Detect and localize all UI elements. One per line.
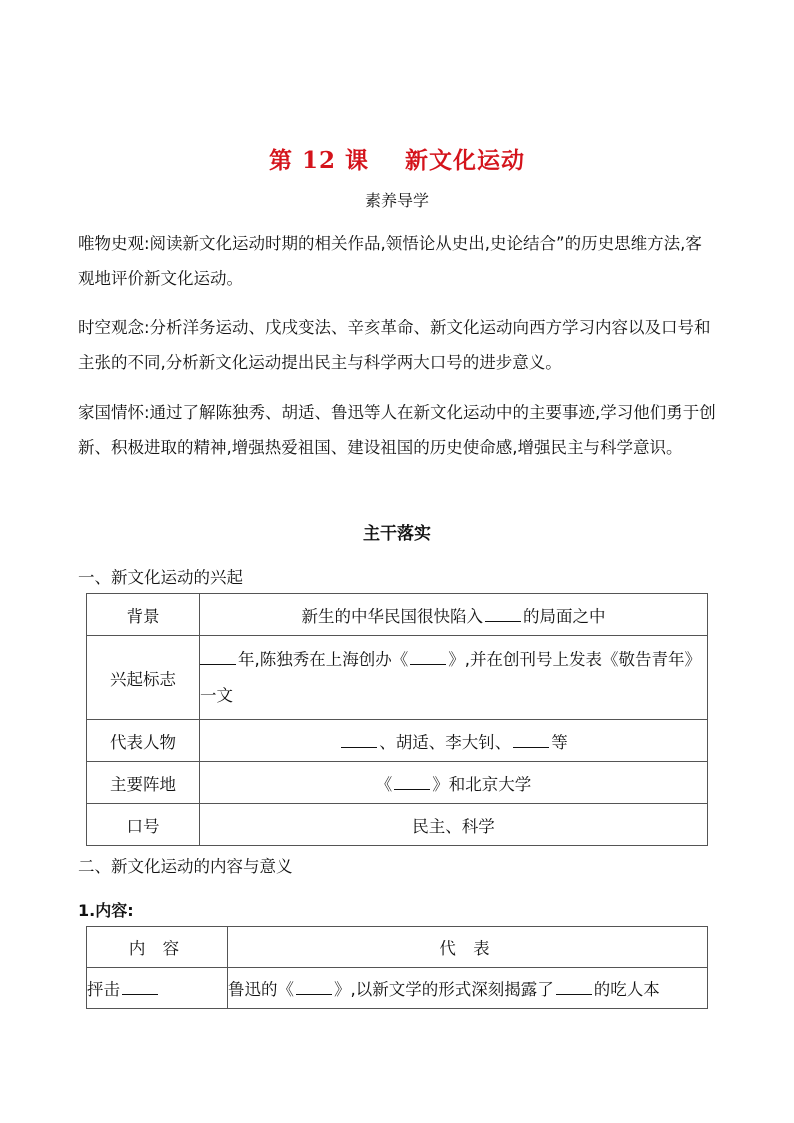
header-content: 内 容 xyxy=(87,927,228,968)
table-row xyxy=(87,968,708,1009)
row-text: 鲁迅的《 xyxy=(228,980,294,999)
content-subheading: 1.内容: xyxy=(78,901,134,920)
content-table xyxy=(86,926,708,1009)
lesson-suffix: 课 xyxy=(345,148,369,174)
table-row xyxy=(87,594,708,636)
table-row xyxy=(87,762,708,804)
row-text: 》,并在创刊号上发表《敬告青年》一文 xyxy=(200,649,701,705)
row-label: 主要阵地 xyxy=(87,762,200,804)
row-content xyxy=(200,594,708,636)
row-text: 的吃人本 xyxy=(593,980,660,999)
fill-blank[interactable] xyxy=(341,731,377,748)
table-header-row xyxy=(87,927,708,968)
row-label: 兴起标志 xyxy=(87,636,200,720)
fill-blank[interactable] xyxy=(513,731,549,748)
paragraph-patriotism: 家国情怀:通过了解陈独秀、胡适、鲁迅等人在新文化运动中的主要事迹,学习他们勇于创新、积极进取的精神,增强热爱祖国、建设祖国的历史使命感,增强民主与科学意识。 xyxy=(78,403,716,457)
paragraph-spacetime: 时空观念:分析洋务运动、戊戌变法、辛亥革命、新文化运动向西方学习内容以及口号和主张的不同,分析新文化运动提出民主与科学两大口号的进步意义。 xyxy=(78,318,711,372)
table-row xyxy=(87,720,708,762)
row-text: 的局面之中 xyxy=(523,606,606,626)
header-representative: 代 表 xyxy=(228,927,708,968)
rise-table xyxy=(86,593,708,846)
fill-blank[interactable] xyxy=(485,605,521,622)
row-content xyxy=(228,968,708,1009)
section1-heading: 一、新文化运动的兴起 xyxy=(78,568,243,587)
paragraph-materialism: 唯物史观:阅读新文化运动时期的相关作品,领悟论从史出,史论结合”的历史思维方法,客观地评价新文化运动。 xyxy=(78,234,702,288)
row-label: 代表人物 xyxy=(87,720,200,762)
row-text: 》和北京大学 xyxy=(432,774,532,794)
fill-blank[interactable] xyxy=(122,978,158,995)
fill-blank[interactable] xyxy=(556,978,592,995)
fill-blank[interactable] xyxy=(394,773,430,790)
table-row xyxy=(87,636,708,720)
row-text: 》,以新文学的形式深刻揭露了 xyxy=(334,980,554,999)
lesson-name: 新文化运动 xyxy=(405,148,526,174)
fill-blank[interactable] xyxy=(296,978,332,995)
row-content xyxy=(200,636,708,720)
row-label: 口号 xyxy=(87,804,200,846)
fill-blank[interactable] xyxy=(410,648,446,665)
section2-heading: 二、新文化运动的内容与意义 xyxy=(78,857,293,876)
main-heading: 主干落实 xyxy=(363,524,431,544)
row-content xyxy=(200,720,708,762)
row-text: 等 xyxy=(551,732,568,752)
lesson-title xyxy=(0,142,794,175)
lesson-prefix: 第 xyxy=(268,148,293,174)
row-text: 新生的中华民国很快陷入 xyxy=(301,606,483,626)
row-text: 《 xyxy=(375,774,393,794)
row-text: 抨击 xyxy=(87,980,120,999)
row-text: 年,陈独秀在上海创办《 xyxy=(238,649,409,669)
row-label: 背景 xyxy=(87,594,200,636)
row-label xyxy=(87,968,228,1009)
table-row xyxy=(87,804,708,846)
row-content xyxy=(200,762,708,804)
row-content: 民主、科学 xyxy=(200,804,708,846)
fill-blank[interactable] xyxy=(200,648,236,665)
lesson-subtitle: 素养导学 xyxy=(364,191,429,210)
lesson-number: 12 xyxy=(301,147,336,174)
row-text: 、胡适、李大钊、 xyxy=(379,732,512,752)
